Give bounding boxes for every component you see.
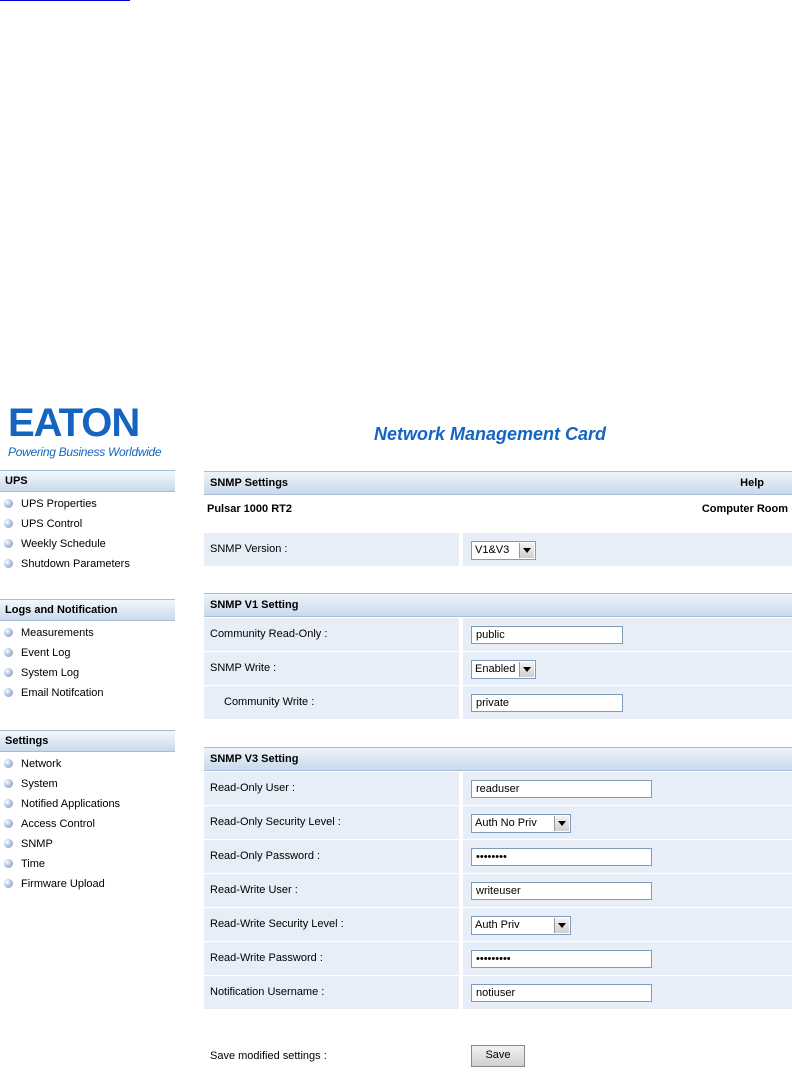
v3-section-header (204, 747, 792, 771)
bullet-icon (4, 759, 13, 768)
rw-password-input[interactable]: ••••••••• (471, 950, 652, 968)
rw-password-row (204, 942, 792, 975)
bullet-icon (4, 499, 13, 508)
community-write-input[interactable]: private (471, 694, 623, 712)
ro-security-row (204, 806, 792, 839)
notification-username-input[interactable]: notiuser (471, 984, 652, 1002)
save-label: Save modified settings : (210, 1050, 327, 1062)
rw-security-select[interactable]: Auth Priv (471, 916, 571, 935)
sidebar-item-measurements[interactable]: Measurements (0, 623, 175, 643)
bullet-icon (4, 519, 13, 528)
rw-user-label: Read-Write User : (204, 874, 459, 907)
bullet-icon (4, 559, 13, 568)
bullet-icon (4, 799, 13, 808)
community-write-row (204, 686, 792, 719)
v1-section-title: SNMP V1 Setting (210, 599, 299, 611)
snmp-settings-panel (204, 471, 792, 1075)
ro-security-select[interactable]: Auth No Priv (471, 814, 571, 833)
chevron-down-icon (519, 662, 534, 677)
ro-password-row (204, 840, 792, 873)
top-link-underline[interactable] (0, 0, 130, 3)
bullet-icon (4, 839, 13, 848)
notification-username-row (204, 976, 792, 1009)
notification-username-label: Notification Username : (204, 976, 459, 1009)
v3-section-title: SNMP V3 Setting (210, 753, 299, 765)
sidebar-section-settings: Settings (0, 730, 175, 752)
sidebar-item-network[interactable]: Network (0, 754, 175, 774)
help-link[interactable]: Help (740, 477, 764, 489)
chevron-down-icon (519, 543, 534, 558)
community-ro-label: Community Read-Only : (204, 618, 459, 651)
bullet-icon (4, 539, 13, 548)
community-ro-input[interactable]: public (471, 626, 623, 644)
sidebar-nav (0, 470, 175, 894)
sidebar-item-notified-applications[interactable]: Notified Applications (0, 794, 175, 814)
app-title: Network Management Card (374, 424, 607, 444)
sidebar-item-time[interactable]: Time (0, 854, 175, 874)
sidebar-item-ups-control[interactable]: UPS Control (0, 514, 175, 534)
sidebar-item-shutdown-parameters[interactable]: Shutdown Parameters (0, 554, 175, 574)
snmp-write-select[interactable]: Enabled (471, 660, 536, 679)
v1-section-header (204, 593, 792, 617)
rw-security-row (204, 908, 792, 941)
logo-tagline: Powering Business Worldwide (8, 445, 162, 459)
sidebar-item-access-control[interactable]: Access Control (0, 814, 175, 834)
bullet-icon (4, 819, 13, 828)
rw-user-input[interactable]: writeuser (471, 882, 652, 900)
ro-password-input[interactable]: •••••••• (471, 848, 652, 866)
sidebar-item-email-notification[interactable]: Email Notifcation (0, 683, 175, 703)
panel-header (204, 471, 792, 495)
rw-security-label: Read-Write Security Level : (204, 908, 459, 941)
bullet-icon (4, 879, 13, 888)
sidebar-item-event-log[interactable]: Event Log (0, 643, 175, 663)
sidebar-item-system[interactable]: System (0, 774, 175, 794)
sidebar-section-logs: Logs and Notification (0, 599, 175, 621)
sidebar-item-weekly-schedule[interactable]: Weekly Schedule (0, 534, 175, 554)
community-write-label: Community Write : (204, 686, 459, 719)
ro-user-input[interactable]: readuser (471, 780, 652, 798)
sidebar-section-ups: UPS (0, 470, 175, 492)
snmp-write-label: SNMP Write : (204, 652, 459, 685)
snmp-version-label: SNMP Version : (204, 533, 459, 566)
rw-user-row (204, 874, 792, 907)
save-button[interactable]: Save (471, 1045, 525, 1067)
sidebar-item-firmware-upload[interactable]: Firmware Upload (0, 874, 175, 894)
bullet-icon (4, 668, 13, 677)
save-row (204, 1039, 792, 1075)
sidebar-item-snmp[interactable]: SNMP (0, 834, 175, 854)
eaton-logo (8, 403, 170, 459)
ro-user-row (204, 772, 792, 805)
community-ro-row (204, 618, 792, 651)
snmp-write-row (204, 652, 792, 685)
bullet-icon (4, 779, 13, 788)
bullet-icon (4, 628, 13, 637)
ro-security-label: Read-Only Security Level : (204, 806, 459, 839)
device-model: Pulsar 1000 RT2 (207, 503, 292, 515)
device-info (204, 495, 792, 529)
snmp-version-row (204, 533, 792, 566)
chevron-down-icon (554, 918, 569, 933)
device-location: Computer Room (701, 503, 788, 515)
sidebar-item-ups-properties[interactable]: UPS Properties (0, 494, 175, 514)
snmp-version-select[interactable]: V1&V3 (471, 541, 536, 560)
logo-wordmark: EATON (8, 401, 140, 445)
bullet-icon (4, 688, 13, 697)
ro-password-label: Read-Only Password : (204, 840, 459, 873)
page-title: SNMP Settings (210, 477, 289, 489)
sidebar-item-system-log[interactable]: System Log (0, 663, 175, 683)
rw-password-label: Read-Write Password : (204, 942, 459, 975)
chevron-down-icon (554, 816, 569, 831)
bullet-icon (4, 859, 13, 868)
bullet-icon (4, 648, 13, 657)
ro-user-label: Read-Only User : (204, 772, 459, 805)
